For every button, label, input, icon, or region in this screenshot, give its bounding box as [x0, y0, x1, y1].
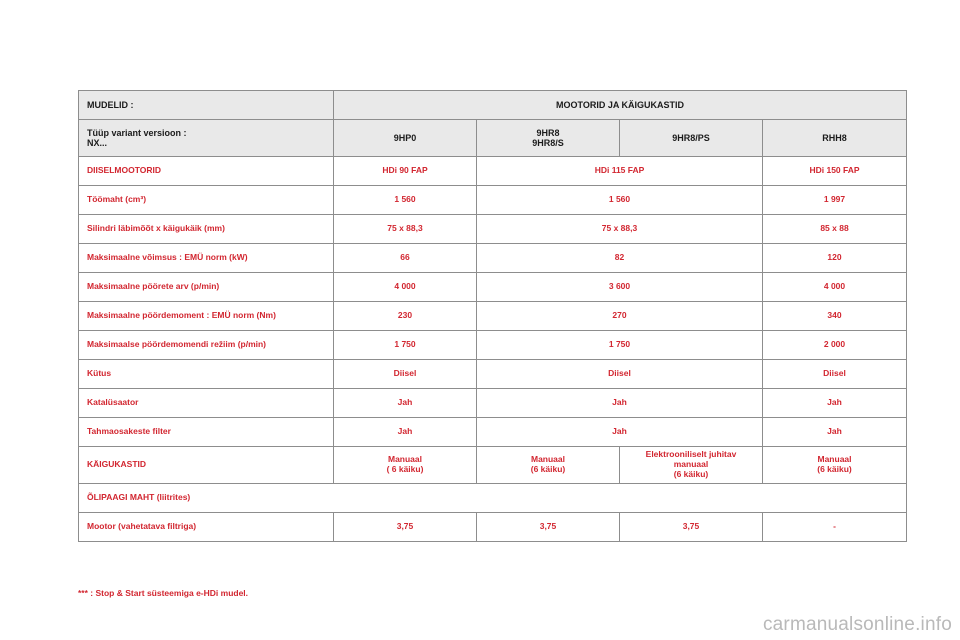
value-max-power-rhh8: 120 [763, 244, 907, 273]
table-row [79, 273, 907, 302]
value-torque-rpm-rhh8: 2 000 [763, 331, 907, 360]
header-models-label: MUDELID : [79, 91, 334, 120]
value-torque-rpm-9hr8: 1 750 [477, 331, 763, 360]
table-row [79, 302, 907, 331]
table-row [79, 513, 907, 542]
gearbox-9hp0-l1: Manuaal [387, 454, 422, 465]
value-displacement-9hp0: 1 560 [334, 186, 477, 215]
variant-label [79, 120, 334, 157]
value-max-rpm-9hr8: 3 600 [477, 273, 763, 302]
value-displacement-rhh8: 1 997 [763, 186, 907, 215]
value-diesel-engines-9hp0: HDi 90 FAP [334, 157, 477, 186]
table-row [79, 418, 907, 447]
value-max-torque-9hr8: 270 [477, 302, 763, 331]
header-engines-label: MOOTORID JA KÄIGUKASTID [334, 91, 907, 120]
value-oil-rhh8: - [763, 513, 907, 542]
row-label-max-power: Maksimaalne võimsus : EMÜ norm (kW) [79, 244, 334, 273]
value-gearbox-rhh8 [763, 447, 907, 484]
row-label-particulate-filter: Tahmaosakeste filter [79, 418, 334, 447]
variant-9hr8-l1: 9HR8 [536, 127, 560, 138]
variant-9hr8 [477, 120, 620, 157]
row-label-torque-rpm: Maksimaalse pöördemomendi režiim (p/min) [79, 331, 334, 360]
value-gearbox-9hr8 [477, 447, 620, 484]
table-row [79, 157, 907, 186]
gearbox-9hr8ps-l2: (6 käiku) [673, 468, 709, 479]
value-max-torque-rhh8: 340 [763, 302, 907, 331]
variant-rhh8: RHH8 [763, 120, 907, 157]
value-catalyst-9hr8: Jah [477, 389, 763, 418]
value-fuel-9hp0: Diisel [334, 360, 477, 389]
value-particulate-filter-rhh8: Jah [763, 418, 907, 447]
row-label-gearboxes: KÄIGUKASTID [79, 447, 334, 484]
table-row [79, 186, 907, 215]
table-row [79, 360, 907, 389]
value-gearbox-9hp0 [334, 447, 477, 484]
value-max-rpm-rhh8: 4 000 [763, 273, 907, 302]
variant-9hr8-l2: 9HR8/S [532, 138, 564, 148]
table-row [79, 244, 907, 273]
row-label-oil-capacity: ÕLIPAAGI MAHT (liitrites) [79, 484, 907, 513]
value-particulate-filter-9hr8: Jah [477, 418, 763, 447]
row-label-displacement: Töömaht (cm³) [79, 186, 334, 215]
value-catalyst-9hp0: Jah [334, 389, 477, 418]
footnote: *** : Stop & Start süsteemiga e-HDi mudel. [78, 588, 249, 598]
variant-label-line2: NX... [87, 138, 108, 148]
gearbox-rhh8-l1: Manuaal [817, 454, 852, 465]
variant-row [79, 120, 907, 157]
value-gearbox-9hr8ps [620, 447, 763, 484]
value-diesel-engines-rhh8: HDi 150 FAP [763, 157, 907, 186]
variant-9hp0: 9HP0 [334, 120, 477, 157]
table-row [79, 331, 907, 360]
oil-section-row [79, 484, 907, 513]
value-particulate-filter-9hp0: Jah [334, 418, 477, 447]
value-oil-9hr8: 3,75 [477, 513, 620, 542]
gearbox-9hr8ps-l1: Elektrooniliselt juhitav manuaal [645, 449, 737, 470]
value-torque-rpm-9hp0: 1 750 [334, 331, 477, 360]
row-label-max-torque: Maksimaalne pöördemoment : EMÜ norm (Nm) [79, 302, 334, 331]
variant-label-line1: Tüüp variant versioon : [87, 127, 187, 138]
table-row [79, 389, 907, 418]
gearbox-9hr8-l2: (6 käiku) [530, 464, 566, 474]
value-catalyst-rhh8: Jah [763, 389, 907, 418]
value-displacement-9hr8: 1 560 [477, 186, 763, 215]
row-label-max-rpm: Maksimaalne pöörete arv (p/min) [79, 273, 334, 302]
value-diesel-engines-9hr8: HDi 115 FAP [477, 157, 763, 186]
value-max-power-9hp0: 66 [334, 244, 477, 273]
gearbox-9hp0-l2: ( 6 käiku) [386, 464, 424, 474]
value-bore-stroke-rhh8: 85 x 88 [763, 215, 907, 244]
value-bore-stroke-9hr8: 75 x 88,3 [477, 215, 763, 244]
variant-9hr8ps: 9HR8/PS [620, 120, 763, 157]
table-row [79, 215, 907, 244]
value-oil-9hp0: 3,75 [334, 513, 477, 542]
value-max-rpm-9hp0: 4 000 [334, 273, 477, 302]
gearbox-rhh8-l2: (6 käiku) [817, 464, 852, 474]
specification-table [78, 90, 907, 542]
row-label-catalyst: Katalüsaator [79, 389, 334, 418]
value-fuel-9hr8: Diisel [477, 360, 763, 389]
value-oil-9hr8ps: 3,75 [620, 513, 763, 542]
row-label-bore-stroke: Silindri läbimõõt x käigukäik (mm) [79, 215, 334, 244]
gearbox-9hr8-l1: Manuaal [530, 454, 565, 465]
value-fuel-rhh8: Diisel [763, 360, 907, 389]
value-max-torque-9hp0: 230 [334, 302, 477, 331]
row-label-engine-with-filter: Mootor (vahetatava filtriga) [79, 513, 334, 542]
watermark: carmanualsonline.info [762, 614, 952, 635]
value-max-power-9hr8: 82 [477, 244, 763, 273]
value-bore-stroke-9hp0: 75 x 88,3 [334, 215, 477, 244]
gearbox-row [79, 447, 907, 484]
row-label-fuel: Kütus [79, 360, 334, 389]
table-header-row [79, 91, 907, 120]
row-label-diesel-engines: DIISELMOOTORID [79, 157, 334, 186]
